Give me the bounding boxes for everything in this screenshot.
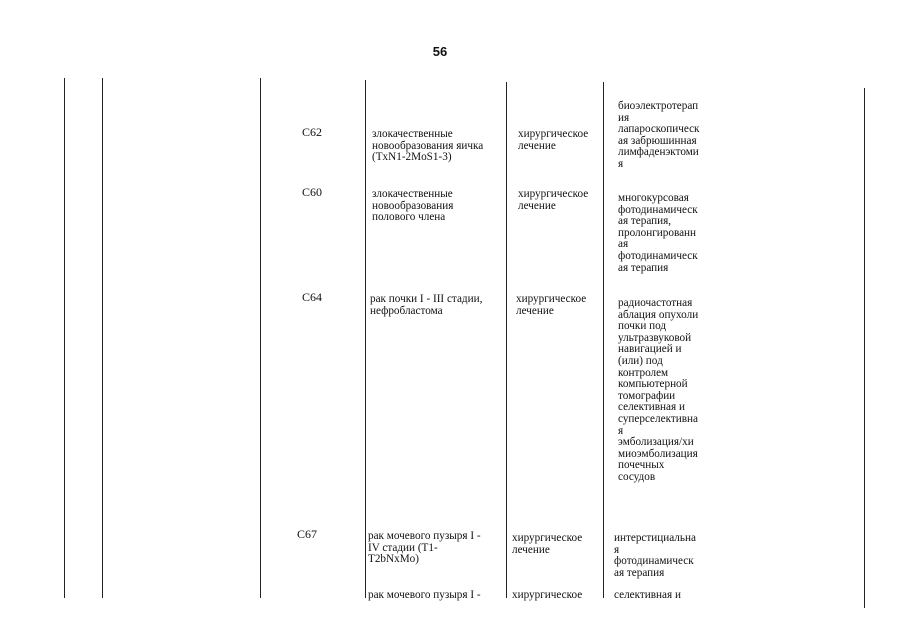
- diagnosis-cell: злокачественные новообразования яичка (TxN1-2MoS1-3): [372, 128, 484, 164]
- method-cell: радиочастотная аблация опухоли почки под ультразвуковой навигацией и (или) под контролем компьютерной томографии селективная и суперселективна я эмболизация/хи миоэмболизация почечных сосудов: [618, 297, 699, 483]
- method-cell: биоэлектротерап ия лапароскопическ ая забрюшинная лимфаденэктоми я: [618, 100, 700, 170]
- diagnosis-cell: рак мочевого пузыря I - IV стадии (T1- T2bNxMo): [368, 530, 481, 566]
- table-rule: [260, 78, 261, 598]
- code-cell: C67: [297, 527, 318, 541]
- method-cell: многокурсовая фотодинамическ ая терапия, пролонгированн ая фотодинамическ ая терапия: [618, 192, 698, 274]
- table-rule: [102, 78, 103, 598]
- treatment-cell: хирургическое лечение: [512, 532, 583, 556]
- table-rule: [603, 82, 604, 598]
- treatment-cell: хирургическое лечение: [518, 128, 589, 152]
- treatment-cell: хирургическое лечение: [518, 188, 589, 212]
- diagnosis-cell: рак почки I - III стадии, нефробластома: [370, 293, 483, 317]
- table-rule: [864, 88, 865, 608]
- diagnosis-cell: злокачественные новообразования полового члена: [372, 188, 454, 224]
- page-number: 56: [432, 44, 448, 59]
- table-rule: [506, 82, 507, 598]
- table-rule: [64, 78, 65, 598]
- code-cell: C60: [302, 185, 323, 199]
- code-cell: C62: [302, 125, 323, 139]
- code-cell: C64: [302, 290, 323, 304]
- treatment-cell: хирургическое: [512, 589, 583, 601]
- table-rule: [365, 80, 366, 598]
- method-cell: интерстициальна я фотодинамическ ая терапия: [614, 532, 696, 579]
- treatment-cell: хирургическое лечение: [516, 293, 587, 317]
- method-cell: селективная и: [614, 589, 681, 601]
- diagnosis-cell: рак мочевого пузыря I -: [368, 589, 481, 601]
